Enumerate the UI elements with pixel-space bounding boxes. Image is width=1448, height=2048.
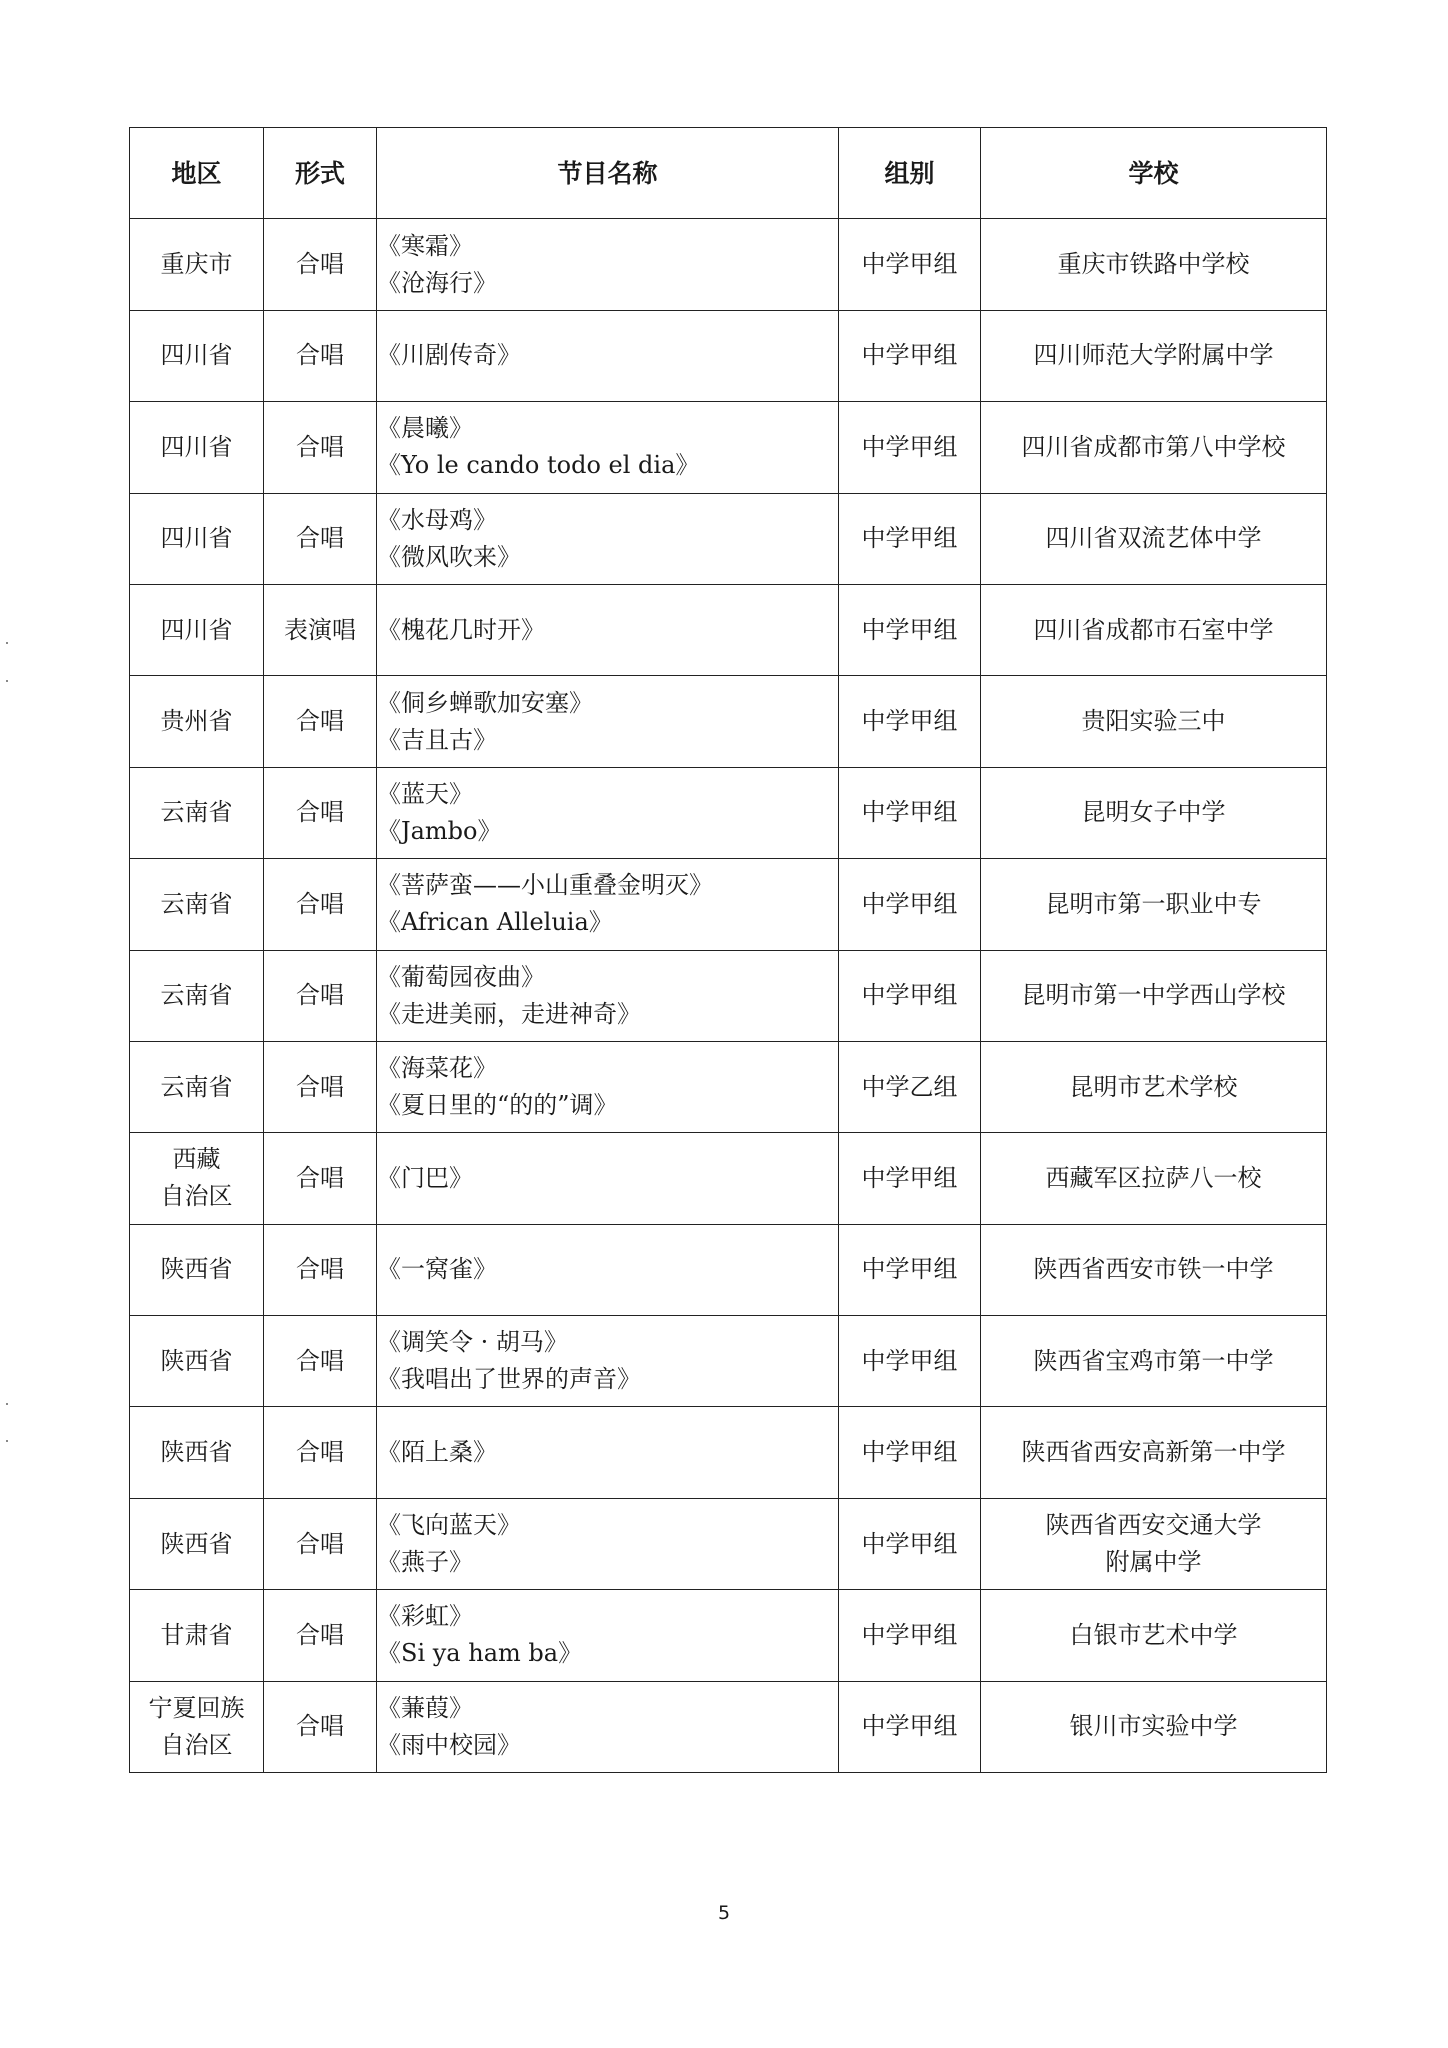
school-cell <box>981 767 1327 858</box>
scan-mark <box>6 642 8 644</box>
program-title-cell <box>377 584 839 675</box>
program-title-cell <box>377 219 839 310</box>
table-body <box>130 219 1327 1773</box>
form-cell: 合唱 <box>264 1681 377 1772</box>
program-title: 《蒹葭》 <box>377 1693 473 1722</box>
region-cell <box>130 1224 264 1315</box>
school-name: 四川省成都市石室中学 <box>1033 615 1274 644</box>
program-table <box>129 127 1327 1773</box>
school-cell <box>981 950 1327 1041</box>
region-text: 自治区 <box>160 1730 233 1759</box>
program-title: 《夏日里的“的的”调》 <box>377 1091 618 1120</box>
school-cell <box>981 1224 1327 1315</box>
form-cell: 合唱 <box>264 1407 377 1498</box>
group-cell: 中学甲组 <box>839 950 981 1041</box>
table-row <box>130 859 1327 950</box>
program-title-cell <box>377 950 839 1041</box>
form-cell: 合唱 <box>264 950 377 1041</box>
program-title: 《菩萨蛮——小山重叠金明灭》 <box>377 871 713 900</box>
program-title: 《彩虹》 <box>377 1602 473 1631</box>
school-name: 昆明市艺术学校 <box>1069 1072 1238 1101</box>
region-text: 云南省 <box>160 889 233 918</box>
school-cell <box>981 219 1327 310</box>
scan-mark <box>6 1403 8 1405</box>
school-cell <box>981 676 1327 767</box>
program-title: 《侗乡蝉歌加安塞》 <box>377 688 593 717</box>
region-text: 宁夏回族 <box>148 1693 245 1722</box>
form-cell: 合唱 <box>264 859 377 950</box>
program-title: 《晨曦》 <box>377 414 473 443</box>
form-cell: 合唱 <box>264 1133 377 1224</box>
group-cell: 中学甲组 <box>839 767 981 858</box>
program-title: 《海菜花》 <box>377 1054 497 1083</box>
region-cell <box>130 310 264 401</box>
region-cell <box>130 1407 264 1498</box>
region-cell <box>130 676 264 767</box>
program-title-cell <box>377 1316 839 1407</box>
region-text: 陕西省 <box>160 1438 233 1467</box>
group-cell: 中学甲组 <box>839 584 981 675</box>
region-text: 陕西省 <box>160 1529 233 1558</box>
form-cell: 合唱 <box>264 676 377 767</box>
table-row <box>130 493 1327 584</box>
program-title: 《门巴》 <box>377 1163 473 1192</box>
program-title: 《调笑令 · 胡马》 <box>377 1328 568 1357</box>
table-row <box>130 950 1327 1041</box>
table-row <box>130 1224 1327 1315</box>
group-cell: 中学甲组 <box>839 1498 981 1589</box>
program-title: 《走进美丽，走进神奇》 <box>377 999 641 1028</box>
school-name: 银川市实验中学 <box>1069 1712 1238 1741</box>
page-number: 5 <box>717 1902 731 1924</box>
program-title-cell <box>377 1133 839 1224</box>
region-cell <box>130 950 264 1041</box>
program-title: 《Jambo》 <box>377 816 502 845</box>
school-name: 贵阳实验三中 <box>1081 707 1226 736</box>
program-title: 《葡萄园夜曲》 <box>377 962 545 991</box>
form-cell: 合唱 <box>264 1224 377 1315</box>
program-title-cell <box>377 859 839 950</box>
program-title-cell <box>377 767 839 858</box>
region-cell <box>130 1498 264 1589</box>
header-form: 形式 <box>264 128 377 219</box>
school-name: 陕西省西安交通大学 <box>1045 1511 1262 1540</box>
region-text: 四川省 <box>160 615 233 644</box>
table-row <box>130 1590 1327 1681</box>
region-cell <box>130 1681 264 1772</box>
table-row <box>130 1133 1327 1224</box>
region-text: 贵州省 <box>160 707 233 736</box>
program-title: 《陌上桑》 <box>377 1438 497 1467</box>
school-cell <box>981 1316 1327 1407</box>
program-title-cell <box>377 1041 839 1132</box>
header-school: 学校 <box>981 128 1327 219</box>
table-row <box>130 402 1327 493</box>
school-cell <box>981 1590 1327 1681</box>
program-title-cell <box>377 310 839 401</box>
form-cell: 合唱 <box>264 1498 377 1589</box>
program-title-cell <box>377 1407 839 1498</box>
school-cell <box>981 1133 1327 1224</box>
header-region: 地区 <box>130 128 264 219</box>
program-title: 《燕子》 <box>377 1548 473 1577</box>
program-title: 《一窝雀》 <box>377 1255 497 1284</box>
table-row <box>130 767 1327 858</box>
school-name: 昆明市第一职业中专 <box>1045 889 1262 918</box>
header-row <box>130 128 1327 219</box>
scan-mark <box>6 1440 8 1442</box>
form-cell: 表演唱 <box>264 584 377 675</box>
school-name: 昆明市第一中学西山学校 <box>1021 981 1286 1010</box>
region-text: 云南省 <box>160 798 233 827</box>
region-text: 陕西省 <box>160 1346 233 1375</box>
region-text: 重庆市 <box>160 250 233 279</box>
region-text: 四川省 <box>160 341 233 370</box>
program-title-cell <box>377 402 839 493</box>
table-row <box>130 1316 1327 1407</box>
group-cell: 中学甲组 <box>839 1224 981 1315</box>
program-title-cell <box>377 1590 839 1681</box>
school-name: 白银市艺术中学 <box>1069 1620 1238 1649</box>
table-row <box>130 310 1327 401</box>
school-name: 昆明女子中学 <box>1081 798 1226 827</box>
table-row <box>130 1681 1327 1772</box>
group-cell: 中学甲组 <box>839 310 981 401</box>
program-title: 《蓝天》 <box>377 779 473 808</box>
school-cell <box>981 493 1327 584</box>
school-name: 附属中学 <box>1105 1548 1202 1577</box>
group-cell: 中学甲组 <box>839 219 981 310</box>
region-text: 甘肃省 <box>160 1620 233 1649</box>
region-text: 四川省 <box>160 524 233 553</box>
program-title: 《吉且古》 <box>377 725 497 754</box>
form-cell: 合唱 <box>264 1316 377 1407</box>
program-title-cell <box>377 1224 839 1315</box>
region-text: 自治区 <box>160 1182 233 1211</box>
region-cell <box>130 493 264 584</box>
region-cell <box>130 767 264 858</box>
program-title-cell <box>377 1681 839 1772</box>
table-row <box>130 1041 1327 1132</box>
region-cell <box>130 584 264 675</box>
program-title: 《槐花几时开》 <box>377 615 545 644</box>
table-row <box>130 219 1327 310</box>
scan-mark <box>6 680 8 682</box>
group-cell: 中学甲组 <box>839 1316 981 1407</box>
school-cell <box>981 1041 1327 1132</box>
school-name: 西藏军区拉萨八一校 <box>1045 1163 1262 1192</box>
program-title-cell <box>377 676 839 767</box>
group-cell: 中学甲组 <box>839 493 981 584</box>
school-cell <box>981 859 1327 950</box>
school-name: 陕西省西安高新第一中学 <box>1021 1438 1286 1467</box>
program-title: 《Si ya ham ba》 <box>377 1639 583 1668</box>
region-cell <box>130 219 264 310</box>
table-row <box>130 584 1327 675</box>
form-cell: 合唱 <box>264 767 377 858</box>
program-title: 《水母鸡》 <box>377 505 497 534</box>
school-cell <box>981 402 1327 493</box>
table-row <box>130 1407 1327 1498</box>
region-cell <box>130 402 264 493</box>
school-name: 陕西省宝鸡市第一中学 <box>1033 1346 1274 1375</box>
table-row <box>130 1498 1327 1589</box>
form-cell: 合唱 <box>264 402 377 493</box>
form-cell: 合唱 <box>264 1041 377 1132</box>
table-row <box>130 676 1327 767</box>
form-cell: 合唱 <box>264 219 377 310</box>
group-cell: 中学甲组 <box>839 676 981 767</box>
region-cell <box>130 1590 264 1681</box>
region-text: 云南省 <box>160 981 233 1010</box>
region-text: 西藏 <box>172 1145 221 1174</box>
program-title-cell <box>377 1498 839 1589</box>
school-name: 四川省双流艺体中学 <box>1045 524 1262 553</box>
region-text: 云南省 <box>160 1072 233 1101</box>
region-cell <box>130 859 264 950</box>
group-cell: 中学甲组 <box>839 1133 981 1224</box>
region-cell <box>130 1133 264 1224</box>
form-cell: 合唱 <box>264 1590 377 1681</box>
school-cell <box>981 310 1327 401</box>
school-name: 陕西省西安市铁一中学 <box>1033 1255 1274 1284</box>
program-title: 《我唱出了世界的声音》 <box>377 1365 641 1394</box>
program-title: 《沧海行》 <box>377 268 497 297</box>
group-cell: 中学甲组 <box>839 1590 981 1681</box>
program-title: 《Yo le cando todo el dia》 <box>377 451 700 480</box>
region-cell <box>130 1041 264 1132</box>
group-cell: 中学甲组 <box>839 402 981 493</box>
program-title-cell <box>377 493 839 584</box>
school-name: 四川师范大学附属中学 <box>1033 341 1274 370</box>
school-cell <box>981 1407 1327 1498</box>
school-name: 四川省成都市第八中学校 <box>1021 432 1286 461</box>
group-cell: 中学甲组 <box>839 1681 981 1772</box>
region-text: 陕西省 <box>160 1255 233 1284</box>
program-title: 《寒霜》 <box>377 231 473 260</box>
program-title: 《飞向蓝天》 <box>377 1511 521 1540</box>
header-group: 组别 <box>839 128 981 219</box>
program-title: 《川剧传奇》 <box>377 341 521 370</box>
program-title: 《微风吹来》 <box>377 542 521 571</box>
program-title: 《雨中校园》 <box>377 1730 521 1759</box>
header-title: 节目名称 <box>377 128 839 219</box>
group-cell: 中学甲组 <box>839 859 981 950</box>
form-cell: 合唱 <box>264 310 377 401</box>
region-text: 四川省 <box>160 432 233 461</box>
school-cell <box>981 584 1327 675</box>
group-cell: 中学乙组 <box>839 1041 981 1132</box>
form-cell: 合唱 <box>264 493 377 584</box>
program-title: 《African Alleluia》 <box>377 908 613 937</box>
school-cell <box>981 1681 1327 1772</box>
region-cell <box>130 1316 264 1407</box>
school-name: 重庆市铁路中学校 <box>1057 250 1250 279</box>
school-cell <box>981 1498 1327 1589</box>
group-cell: 中学甲组 <box>839 1407 981 1498</box>
